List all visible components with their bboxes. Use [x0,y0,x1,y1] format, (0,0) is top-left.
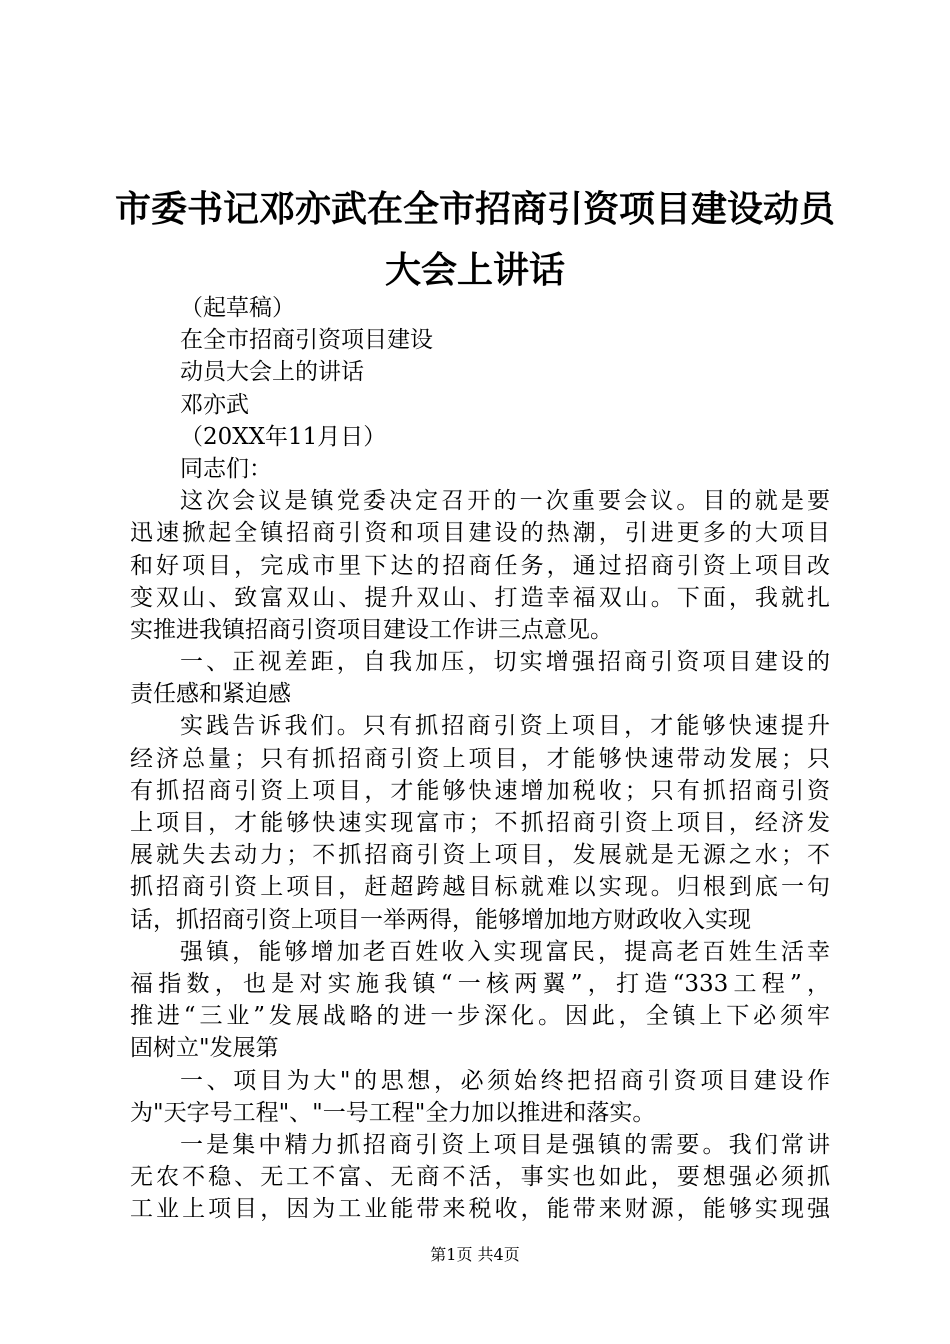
body-line-text: 迅速掀起全镇招商引资和项目建设的热潮，引进更多的大项目 [130,520,830,547]
body-line [130,550,830,582]
body-line-text: 抓招商引资上项目，赶超跨越目标就难以实现。归根到底一句 [130,874,830,901]
body-line [130,775,830,807]
body-line-text: 福指数，也是对实施我镇“一核两翼”，打造“333工程”， [130,970,830,997]
body-line-text: 一、项目为大"的思想，必须始终把招商引资项目建设作 [180,1067,830,1094]
body-line [130,936,830,968]
body-line [130,678,830,710]
body-line [130,904,830,936]
body-line [130,517,830,549]
body-line [130,646,830,678]
body-line [130,1097,830,1129]
body-line-text: 无农不稳、无工不富、无商不活，事实也如此，要想强必须抓 [130,1164,830,1191]
document-title-line-1: 市委书记邓亦武在全市招商引资项目建设动员 [114,188,835,230]
body-line [130,292,830,324]
body-line-text: 强镇，能够增加老百姓收入实现富民，提高老百姓生活幸 [180,938,830,965]
body-line-text: 话，抓招商引资上项目一举两得，能够增加地方财政收入实现 [130,906,751,933]
body-line [130,1193,830,1225]
body-line-text: 一、正视差距，自我加压，切实增强招商引资项目建设的 [180,649,830,676]
body-line-text: 有抓招商引资上项目，才能够快速增加税收；只有抓招商引资 [130,777,830,804]
body-line-text: 邓亦武 [180,391,249,418]
body-line [130,1065,830,1097]
body-line-text: 和好项目，完成市里下达的招商任务，通过招商引资上项目改 [130,552,830,579]
body-line-text: （起草稿） [180,295,295,321]
body-line [130,582,830,614]
document-title-line-2: 大会上讲话 [384,249,565,291]
body-line [130,324,830,356]
body-line [130,356,830,388]
body-line [130,614,830,646]
document-body [130,292,830,1225]
body-line-text: 一是集中精力抓招商引资上项目是强镇的需要。我们常讲 [180,1131,830,1158]
body-line [130,389,830,421]
body-line [130,871,830,903]
body-line-text: 实践告诉我们。只有抓招商引资上项目，才能够快速提升 [180,713,830,740]
body-line [130,485,830,517]
body-line-text: 这次会议是镇党委决定召开的一次重要会议。目的就是要 [180,488,830,515]
body-line-text: （20XX年11月日） [180,423,387,450]
body-line-text: 固树立"发展第 [130,1035,279,1062]
page-footer: 第1页 共4页 [430,1245,520,1264]
body-line-text: 推进“三业”发展战略的进一步深化。因此，全镇上下必须牢 [130,1003,830,1030]
body-line [130,1129,830,1161]
body-line [130,1032,830,1064]
body-line [130,743,830,775]
body-line [130,968,830,1000]
body-line-text: 变双山、致富双山、提升双山、打造幸福双山。下面，我就扎 [130,584,830,611]
body-line-text: 为"天字号工程"、"一号工程"全力加以推进和落实。 [130,1099,656,1126]
body-line [130,839,830,871]
body-line-text: 实推进我镇招商引资项目建设工作讲三点意见。 [130,616,613,643]
body-line-text: 经济总量；只有抓招商引资上项目，才能够快速带动发展；只 [130,745,830,772]
body-line [130,1000,830,1032]
body-line-text: 工业上项目，因为工业能带来税收，能带来财源，能够实现强 [130,1196,830,1223]
body-line-text: 同志们： [180,455,272,482]
body-line [130,710,830,742]
body-line-text: 展就失去动力；不抓招商引资上项目，发展就是无源之水；不 [130,842,830,869]
body-line [130,1161,830,1193]
body-line [130,807,830,839]
body-line-text: 责任感和紧迫感 [130,681,291,708]
body-line-text: 动员大会上的讲话 [180,359,364,386]
body-line-text: 在全市招商引资项目建设 [180,327,433,354]
body-line [130,421,830,453]
body-line-text: 上项目，才能够快速实现富市；不抓招商引资上项目，经济发 [130,810,830,836]
body-line [130,453,830,485]
